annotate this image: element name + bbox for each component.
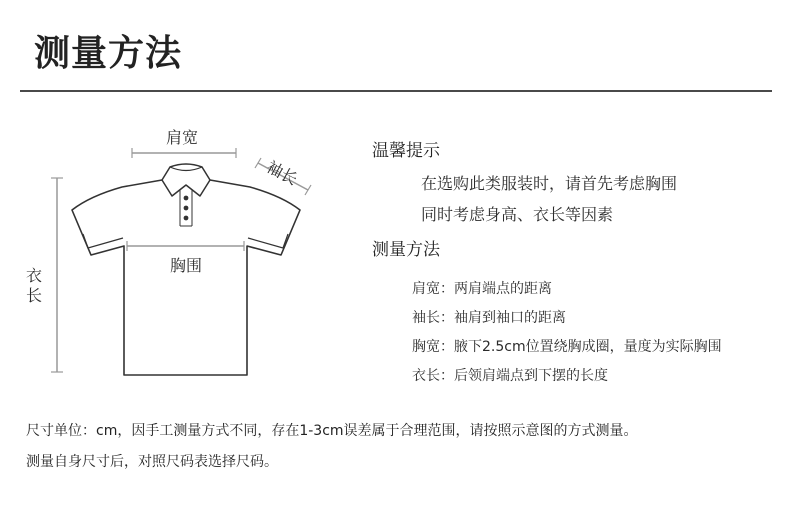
note-size-unit: 尺寸单位：cm，因手工测量方式不同，存在1-3cm误差属于合理范围，请按照示意图的方式测量。 xyxy=(26,423,638,439)
method-item-sleeve: 袖长：袖肩到袖口的距离 xyxy=(412,310,566,326)
left-cuff xyxy=(83,234,123,248)
sleeve-label: 袖长 xyxy=(263,157,301,189)
method-item-length: 衣长：后领肩端点到下摆的长度 xyxy=(412,368,608,384)
page-title: 测量方法 xyxy=(34,33,183,74)
method-heading: 测量方法 xyxy=(372,240,440,260)
shoulder-label: 肩宽 xyxy=(166,128,199,147)
length-label: 衣长 xyxy=(26,266,43,305)
button xyxy=(184,206,189,211)
right-cuff xyxy=(248,234,288,248)
sleeve-measure-cap xyxy=(305,185,311,195)
chest-label: 胸围 xyxy=(170,256,203,275)
collar xyxy=(162,164,210,196)
collar-inner xyxy=(170,167,202,171)
tips-line: 在选购此类服装时，请首先考虑胸围 xyxy=(421,174,678,193)
sleeve-measure-cap xyxy=(255,158,261,168)
button xyxy=(184,216,189,221)
button xyxy=(184,196,189,201)
method-item-chest: 胸宽：腋下2.5cm位置绕胸成圈，量度为实际胸围 xyxy=(412,339,722,355)
tips-line: 同时考虑身高、衣长等因素 xyxy=(421,205,614,224)
note-size-choice: 测量自身尺寸后，对照尺码表选择尺码。 xyxy=(26,454,278,470)
tips-heading: 温馨提示 xyxy=(372,141,440,161)
method-item-shoulder: 肩宽：两肩端点的距离 xyxy=(412,281,552,297)
